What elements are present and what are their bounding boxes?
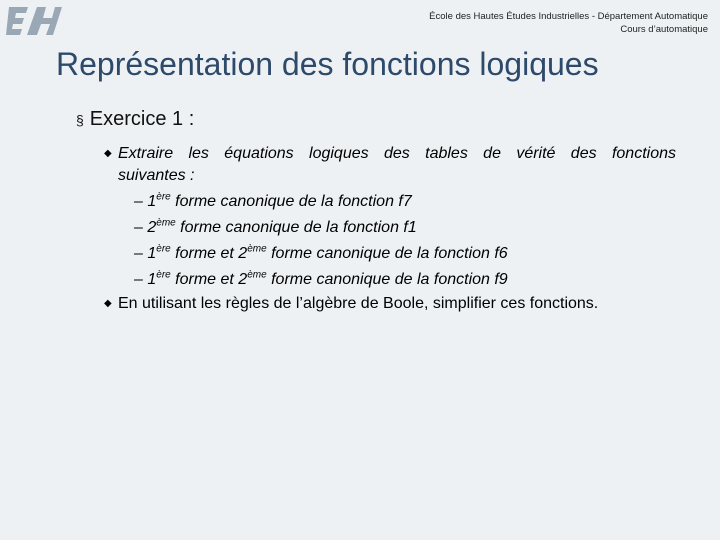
ordinal-number: 2	[147, 219, 157, 236]
sub-item	[76, 267, 676, 293]
ordinal-suffix: ère	[156, 243, 171, 255]
sub-item	[76, 189, 676, 215]
sub-item-text: forme canonique de la fonction f9	[266, 271, 508, 288]
ordinal-number: 1	[147, 193, 157, 210]
ordinal-suffix: ère	[156, 191, 171, 203]
sub-item-text: forme canonique de la fonction f6	[266, 245, 508, 262]
sub-item-text: forme canonique de la fonction f1	[175, 219, 417, 236]
slide-title: Représentation des fonctions logiques	[56, 46, 599, 82]
ordinal-number: 2	[238, 271, 248, 288]
section-label: Exercice 1 :	[89, 108, 195, 130]
dash: –	[134, 219, 143, 236]
ordinal-suffix: ère	[156, 269, 171, 281]
ordinal-suffix: ème	[247, 243, 267, 255]
dash: –	[134, 193, 143, 210]
sub-item-text: forme et	[170, 245, 239, 262]
sub-item	[76, 215, 676, 241]
sub-item-text: forme et	[170, 271, 239, 288]
list-item-text-line-a: Extraire les équations logiques des tables de vérité des fonctions	[118, 145, 676, 162]
dash: –	[134, 271, 143, 288]
list-item-text: En utilisant les règles de l’algèbre de Boole, simplifier ces fonctions.	[118, 295, 599, 312]
section-bullet-icon: §	[76, 111, 84, 128]
sub-item-text: forme canonique de la fonction f7	[170, 193, 412, 210]
dash: –	[134, 245, 143, 262]
diamond-bullet-icon: ◆	[104, 298, 112, 309]
list-item-extract	[76, 143, 676, 187]
list-item-text-line-b: suivantes :	[118, 167, 195, 184]
ordinal-number: 1	[147, 245, 157, 262]
ordinal-suffix: ème	[247, 269, 267, 281]
header-line-1: École des Hautes Études Industrielles - Département Automatique	[429, 11, 708, 22]
ordinal-number: 2	[238, 245, 248, 262]
slide-content	[76, 108, 676, 317]
diamond-bullet-icon: ◆	[104, 148, 112, 159]
header-institution	[429, 10, 708, 36]
list-item-simplify	[76, 293, 676, 315]
ordinal-number: 1	[147, 271, 157, 288]
sub-item	[76, 241, 676, 267]
ordinal-suffix: ème	[156, 217, 176, 229]
section-heading	[76, 108, 676, 131]
header-line-2: Cours d’automatique	[620, 24, 708, 35]
ehei-logo	[6, 6, 66, 36]
